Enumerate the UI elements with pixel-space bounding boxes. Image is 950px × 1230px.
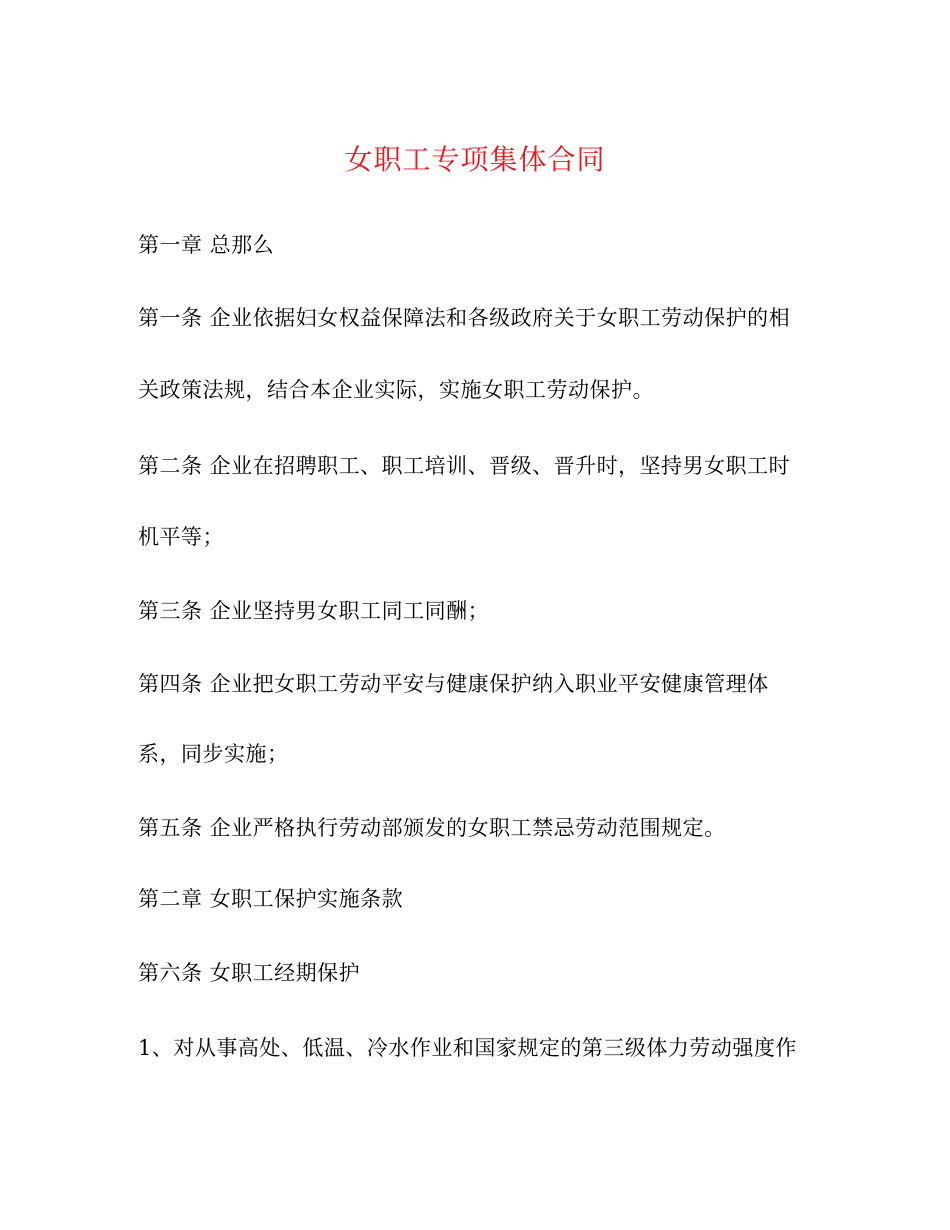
chapter-1-heading: 第一章 总那么 [138, 233, 275, 257]
article-2-line-1: 第二条 企业在招聘职工、职工培训、晋级、晋升时，坚持男女职工时 [138, 454, 791, 478]
article-3: 第三条 企业坚持男女职工同工同酬； [138, 599, 490, 623]
clause-1-line-1: 1、对从事高处、低温、冷水作业和国家规定的第三级体力劳动强度作 [138, 1036, 797, 1060]
article-5: 第五条 企业严格执行劳动部颁发的女职工禁忌劳动范围规定。 [138, 816, 726, 840]
article-1-line-2: 关政策法规，结合本企业实际，实施女职工劳动保护。 [138, 378, 654, 402]
article-4-line-2: 系，同步实施； [138, 742, 289, 766]
chapter-2-heading: 第二章 女职工保护实施条款 [138, 887, 404, 911]
article-1-line-1: 第一条 企业依据妇女权益保障法和各级政府关于女职工劳动保护的相 [138, 306, 791, 330]
article-4-line-1: 第四条 企业把女职工劳动平安与健康保护纳入职业平安健康管理体 [138, 672, 769, 696]
article-6: 第六条 女职工经期保护 [138, 961, 361, 985]
document-title: 女职工专项集体合同 [344, 143, 606, 176]
article-2-line-2: 机平等； [138, 525, 224, 549]
